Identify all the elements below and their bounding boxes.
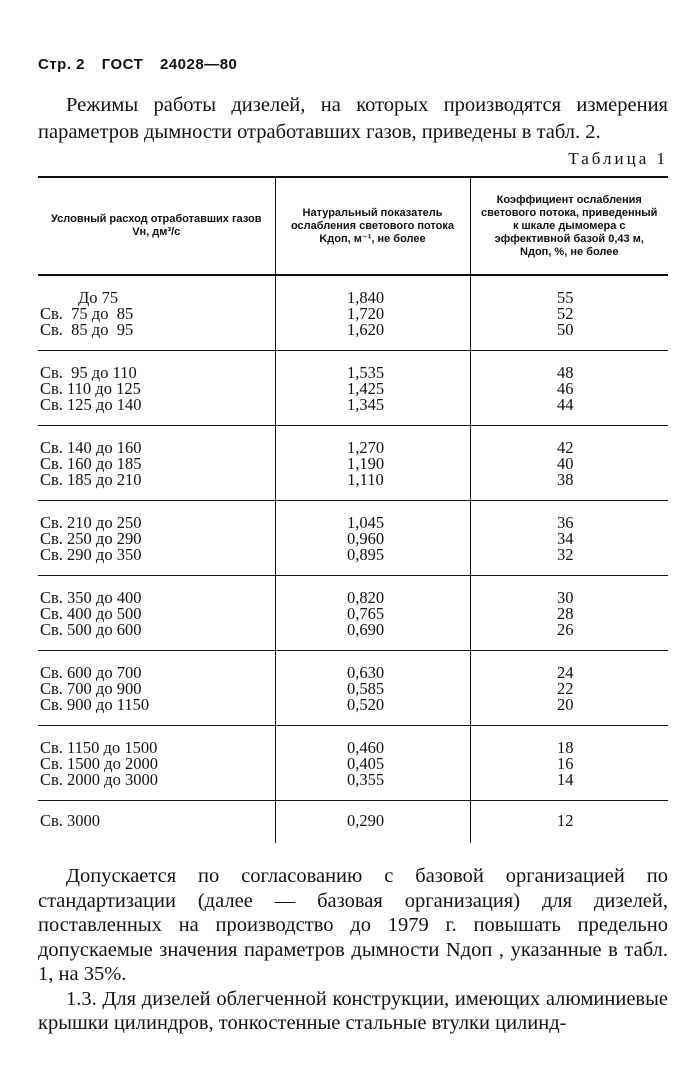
smoke-norms-table	[38, 176, 668, 843]
table-row-group	[38, 726, 668, 801]
flow-range: Св. 75 до 85	[40, 304, 134, 323]
k-value: 1,270	[346, 438, 385, 457]
table-row-group	[38, 351, 668, 426]
flow-range: Св. 900 до 1150	[40, 695, 150, 714]
table-row-group	[38, 275, 668, 351]
column-header-n: Коэффициент ослабления светового потока, приведенный к шкале дымомера с эффективной базой 0,43 м, Nдоп, %, не более	[470, 177, 668, 275]
k-value: 0,405	[346, 754, 385, 773]
n-value: 30	[557, 588, 574, 607]
flow-range-cell	[38, 651, 275, 726]
k-value: 0,585	[346, 679, 385, 698]
flow-range-cell	[38, 576, 275, 651]
n-value: 34	[557, 529, 574, 548]
page-header	[38, 56, 249, 73]
paragraph-tolerance: Допускается по согласованию с базовой организацией по стандартизации (далее — базовая организация) для дизелей, поставленных на производство до 1979 г. повышать предельно допускаемые значения параметров дымности Nдоп , указанные в табл. 1, на 35%.	[38, 865, 668, 985]
n-value: 18	[557, 738, 574, 757]
k-value: 1,190	[346, 454, 385, 473]
n-value-cell	[470, 426, 668, 501]
n-value-cell	[470, 275, 668, 351]
flow-range: Св. 185 до 210	[40, 470, 142, 489]
k-value: 0,895	[346, 545, 385, 564]
k-value: 1,345	[346, 395, 385, 414]
n-value: 52	[557, 304, 574, 323]
k-value-cell	[275, 426, 470, 501]
table-body	[38, 275, 668, 843]
n-value: 44	[557, 395, 574, 414]
flow-range-cell	[38, 801, 275, 844]
n-value-cell	[470, 801, 668, 844]
k-value-cell	[275, 726, 470, 801]
flow-range: Св. 125 до 140	[40, 395, 142, 414]
table-caption: Таблица 1	[568, 149, 668, 168]
flow-range-cell	[38, 726, 275, 801]
k-value: 0,460	[346, 738, 385, 757]
flow-range: Св. 210 до 250	[40, 513, 142, 532]
flow-range: Св. 400 до 500	[40, 604, 142, 623]
flow-range: Св. 140 до 160	[40, 438, 142, 457]
k-value: 0,355	[346, 770, 385, 789]
k-value: 0,765	[346, 604, 385, 623]
flow-range: Св. 85 до 95	[40, 320, 134, 339]
flow-range: Св. 2000 до 3000	[40, 770, 158, 789]
k-value-cell	[275, 275, 470, 351]
table-row-group	[38, 501, 668, 576]
n-value: 55	[557, 288, 574, 307]
n-value: 32	[557, 545, 574, 564]
k-value: 0,290	[346, 811, 385, 830]
flow-range: Св. 95 до 110	[40, 363, 137, 382]
k-value-cell	[275, 351, 470, 426]
n-value: 48	[557, 363, 574, 382]
flow-range: Св. 3000	[40, 811, 101, 830]
k-value: 1,620	[346, 320, 385, 339]
flow-range-cell	[38, 501, 275, 576]
k-value: 0,960	[346, 529, 385, 548]
n-value: 50	[557, 320, 574, 339]
k-value-cell	[275, 576, 470, 651]
flow-range-cell	[38, 426, 275, 501]
flow-range: Св. 500 до 600	[40, 620, 142, 639]
n-value: 12	[557, 811, 574, 830]
n-value: 16	[557, 754, 574, 773]
n-value: 28	[557, 604, 574, 623]
column-header-flow: Условный расход отработавших газов Vн, дм³/с	[38, 177, 275, 275]
n-value: 26	[557, 620, 574, 639]
n-value-cell	[470, 651, 668, 726]
n-value: 36	[557, 513, 574, 532]
flow-range: Св. 350 до 400	[40, 588, 142, 607]
k-value: 1,720	[346, 304, 385, 323]
k-value-cell	[275, 801, 470, 844]
n-value: 38	[557, 470, 574, 489]
flow-range: До 75	[78, 288, 119, 307]
flow-range: Св. 290 до 350	[40, 545, 142, 564]
standard-label: ГОСТ	[101, 56, 144, 73]
flow-range-cell	[38, 351, 275, 426]
k-value: 0,520	[346, 695, 385, 714]
k-value: 0,630	[346, 663, 385, 682]
k-value: 1,535	[346, 363, 385, 382]
n-value: 22	[557, 679, 574, 698]
flow-range: Св. 110 до 125	[40, 379, 141, 398]
n-value: 46	[557, 379, 574, 398]
k-value: 1,840	[346, 288, 385, 307]
n-value: 24	[557, 663, 574, 682]
paragraph-1-3: 1.3. Для дизелей облегченной конструкции, имеющих алюминиевые крышки цилиндров, тонкостенные стальные втулки цилинд-	[38, 987, 668, 1034]
page-number: Стр. 2	[38, 56, 86, 73]
n-value-cell	[470, 576, 668, 651]
n-value-cell	[470, 501, 668, 576]
standard-number: 24028—80	[159, 56, 238, 73]
k-value: 1,110	[347, 470, 384, 489]
flow-range: Св. 600 до 700	[40, 663, 142, 682]
n-value: 42	[557, 438, 574, 457]
n-value: 40	[557, 454, 574, 473]
n-value: 14	[557, 770, 574, 789]
flow-range: Св. 1150 до 1500	[40, 738, 158, 757]
flow-range-cell	[38, 275, 275, 351]
k-value: 1,425	[346, 379, 385, 398]
n-value-cell	[470, 351, 668, 426]
table-row-group	[38, 576, 668, 651]
table-row-group	[38, 651, 668, 726]
column-header-k: Натуральный показатель ослабления светового потока Kдоп, м⁻¹, не более	[275, 177, 470, 275]
k-value-cell	[275, 651, 470, 726]
table-row-group	[38, 801, 668, 844]
flow-range: Св. 250 до 290	[40, 529, 142, 548]
flow-range: Св. 700 до 900	[40, 679, 142, 698]
k-value: 1,045	[346, 513, 385, 532]
k-value: 0,690	[346, 620, 385, 639]
closing-text	[38, 864, 668, 1036]
table-header-row	[38, 177, 668, 275]
intro-paragraph: Режимы работы дизелей, на которых производятся измерения параметров дымности отработавших газов, приведены в табл. 2.	[38, 94, 668, 143]
table-row-group	[38, 426, 668, 501]
n-value-cell	[470, 726, 668, 801]
k-value: 0,820	[346, 588, 385, 607]
flow-range: Св. 160 до 185	[40, 454, 142, 473]
flow-range: Св. 1500 до 2000	[40, 754, 158, 773]
k-value-cell	[275, 501, 470, 576]
n-value: 20	[557, 695, 574, 714]
